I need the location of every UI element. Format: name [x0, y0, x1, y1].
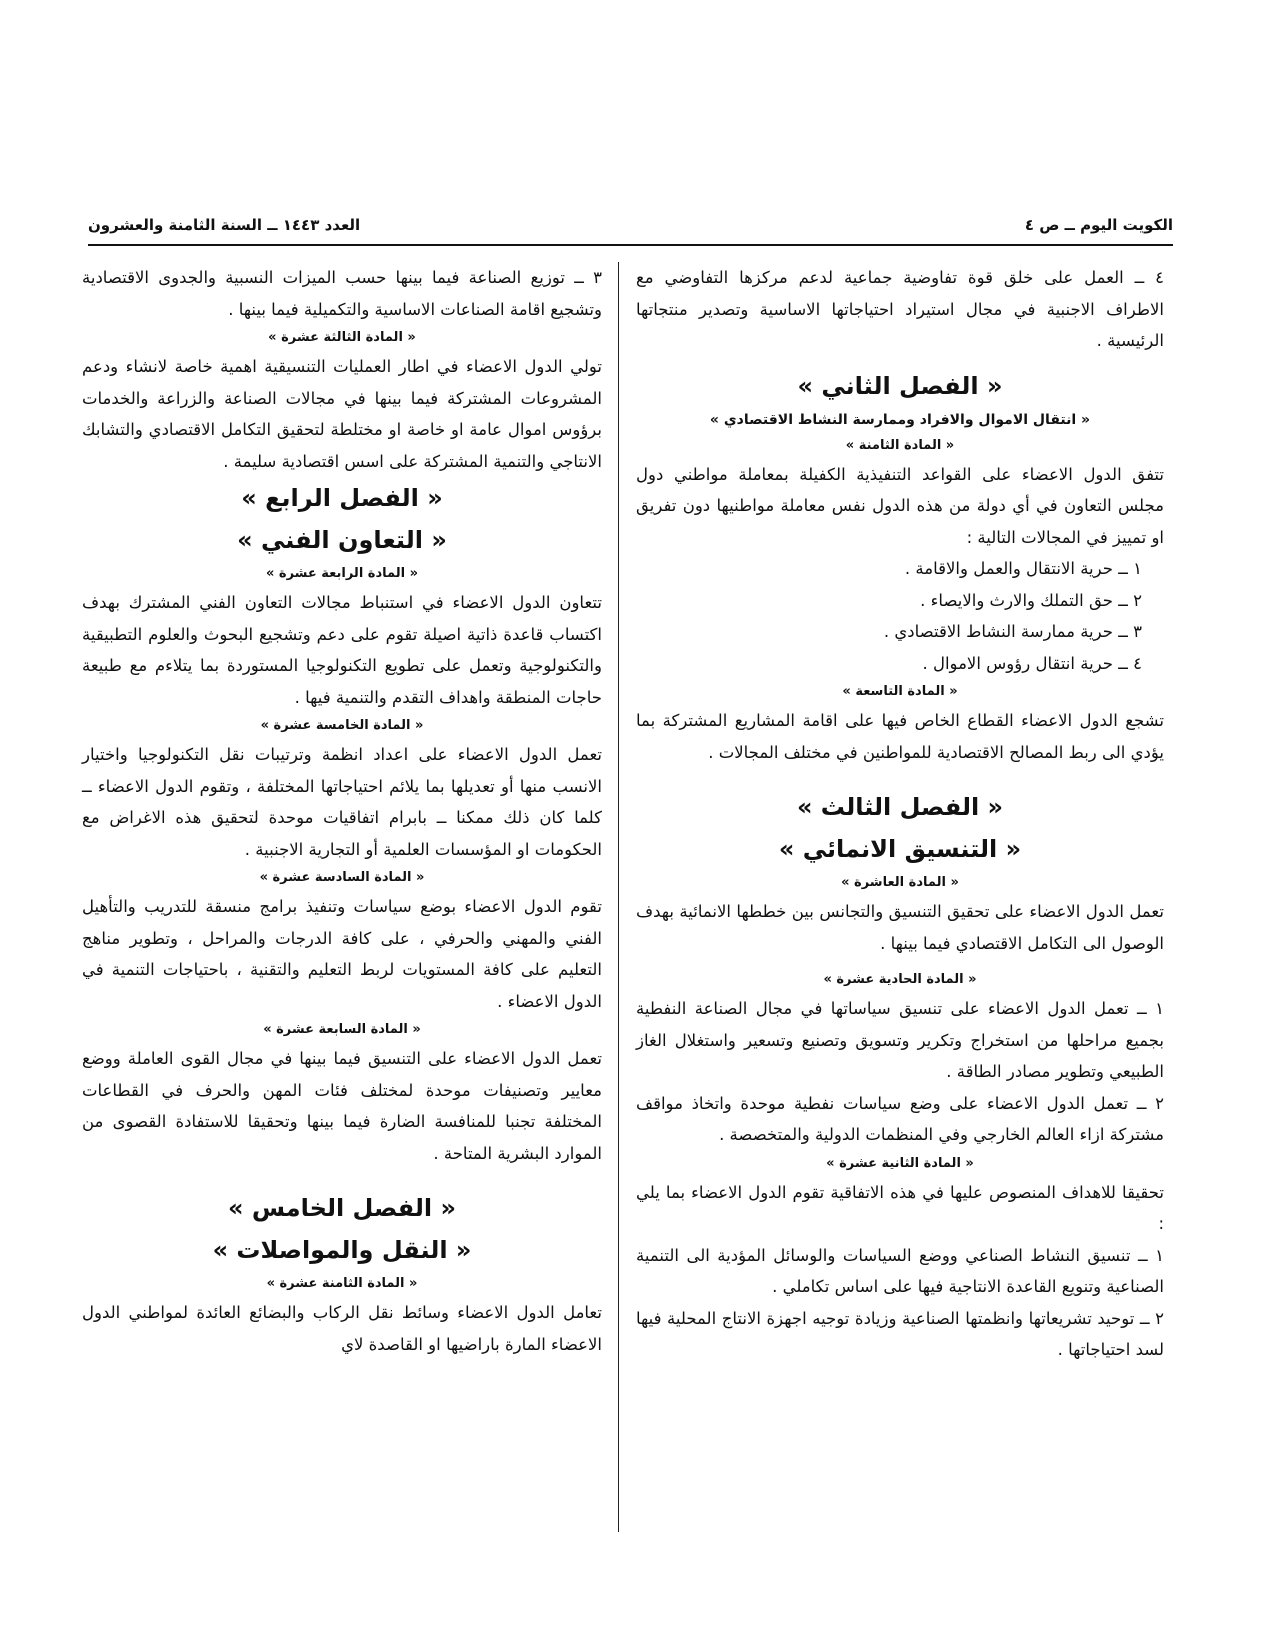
- list-item: ١ ــ حرية الانتقال والعمل والاقامة .: [904, 559, 1142, 578]
- chapter-subtitle: « التعاون الفني »: [237, 526, 447, 554]
- article-heading: « المادة التاسعة »: [842, 684, 958, 699]
- paragraph: تعمل الدول الاعضاء على تحقيق التنسيق والتجانس بين خططها الانمائية بهدف الوصول الى التكامل الاقتصادي فيما بينها .: [636, 902, 1164, 953]
- paragraph: تعمل الدول الاعضاء على التنسيق فيما بينها في مجال القوى العاملة ووضع معايير وتصنيفات موحدة لمختلف فئات المهن والحرف في القطاعات المختلفة تجنبا للمنافسة الضارة فيما بينها وتحقيقا للاستفادة القصوى من الموارد البشرية المتاحة .: [82, 1049, 602, 1163]
- left-column: [82, 262, 602, 1360]
- article-heading: « المادة السابعة عشرة »: [263, 1022, 421, 1037]
- article-heading: « المادة الثامنة »: [845, 437, 955, 453]
- paragraph: تقوم الدول الاعضاء بوضع سياسات وتنفيذ برامج منسقة للتدريب والتأهيل الفني والمهني والحرفي ، على كافة الدرجات والمراحل ، وتطوير مناهج التعليم على كافة المستويات لربط التعليم والتقنية ، باحتياجات التنمية في الدول الاعضاء .: [82, 897, 602, 1011]
- paragraph: ١ ــ تعمل الدول الاعضاء على تنسيق سياساتها في مجال الصناعة النفطية بجميع مراحلها من استخراج وتكرير وتسويق وتصنيع وتسعير واستغلال الغاز الطبيعي وتطوير مصادر الطاقة .: [636, 999, 1164, 1081]
- article-heading: « المادة الرابعة عشرة »: [265, 566, 419, 581]
- chapter-title: « الفصل الثالث »: [796, 793, 1004, 821]
- article-heading: « المادة الخامسة عشرة »: [260, 718, 424, 733]
- column-divider: [618, 262, 619, 1532]
- paragraph: تحقيقا للاهداف المنصوص عليها في هذه الاتفاقية تقوم الدول الاعضاء بما يلي :: [636, 1182, 1164, 1233]
- paragraph: ٣ ــ توزيع الصناعة فيما بينها حسب الميزات النسبية والجدوى الاقتصادية وتشجيع اقامة الصناعات الاساسية والتكميلية فيما بينها .: [82, 268, 602, 319]
- paragraph: ٢ ــ توحيد تشريعاتها وانظمتها الصناعية وزيادة توجيه اجهزة الانتاج المحلية فيها لسد احتياجاتها .: [636, 1308, 1164, 1359]
- page-header: [88, 214, 1173, 246]
- article-heading: « المادة السادسة عشرة »: [259, 870, 425, 885]
- chapter-title: « الفصل الرابع »: [241, 484, 443, 512]
- paragraph: ٤ ــ العمل على خلق قوة تفاوضية جماعية لدعم مركزها التفاوضي مع الاطراف الاجنبية في مجال استيراد احتياجاتها الاساسية وتصدير منتجاتها الرئيسية .: [636, 268, 1164, 350]
- list-item: ٢ ــ حق التملك والارث والايصاء .: [920, 590, 1142, 610]
- chapter-title: « الفصل الخامس »: [228, 1194, 456, 1222]
- header-publication: الكويت اليوم ــ ص ٤: [1024, 216, 1173, 234]
- paragraph: تعامل الدول الاعضاء وسائط نقل الركاب والبضائع العائدة لمواطني الدول الاعضاء المارة باراضيها او القاصدة لاي: [82, 1303, 602, 1354]
- article-heading: « المادة العاشرة »: [841, 875, 959, 890]
- header-issue: العدد ١٤٤٣ ــ السنة الثامنة والعشرون: [88, 216, 361, 234]
- paragraph: ١ ــ تنسيق النشاط الصناعي ووضع السياسات والوسائل المؤدية الى التنمية الصناعية وتنويع القاعدة الانتاجية فيها على اساس تكاملي .: [636, 1245, 1164, 1296]
- chapter-subtitle: « التنسيق الانمائي »: [778, 835, 1022, 863]
- right-column: [636, 262, 1164, 1366]
- paragraph: ٢ ــ تعمل الدول الاعضاء على وضع سياسات نفطية موحدة واتخاذ مواقف مشتركة ازاء العالم الخارجي وفي المنظمات الدولية والمتخصصة .: [636, 1093, 1164, 1144]
- paragraph: تشجع الدول الاعضاء القطاع الخاص فيها على اقامة المشاريع المشتركة بما يؤدي الى ربط المصالح الاقتصادية للمواطنين في مختلف المجالات .: [636, 711, 1164, 762]
- paragraph: تولي الدول الاعضاء في اطار العمليات التنسيقية اهمية خاصة لانشاء ودعم المشروعات المشتركة فيما بينها في مجالات الصناعة والزراعة والخدمات برؤوس اموال عامة او خاصة او مختلطة لتحقيق التكامل الاقتصادي والتشابك الانتاجي والتنمية المشتركة على اسس اقتصادية سليمة .: [82, 357, 602, 471]
- list-item: ٤ ــ حرية انتقال رؤوس الاموال .: [922, 653, 1142, 673]
- article-heading: « المادة الثانية عشرة »: [826, 1155, 974, 1171]
- chapter-title: « الفصل الثاني »: [797, 371, 1003, 400]
- list-item: ٣ ــ حرية ممارسة النشاط الاقتصادي .: [883, 622, 1142, 641]
- chapter-subtitle: « انتقال الاموال والافراد وممارسة النشاط الاقتصادي »: [709, 411, 1091, 428]
- paragraph: تتعاون الدول الاعضاء في استنباط مجالات التعاون الفني المشترك بهدف اكتساب قاعدة ذاتية اصيلة تقوم على دعم وتشجيع البحوث والعلوم التطبيقية والتكنولوجية وتعمل على تطويع التكنولوجيا المستوردة بما يتلاءم مع طبيعة حاجات المنطقة واهداف التقدم والتنمية فيها .: [82, 593, 602, 707]
- chapter-subtitle: « النقل والمواصلات »: [212, 1236, 472, 1264]
- article-heading: « المادة الحادية عشرة »: [823, 972, 977, 987]
- paragraph: تتفق الدول الاعضاء على القواعد التنفيذية الكفيلة بمعاملة مواطني دول مجلس التعاون في أي دولة من هذه الدول نفس معاملة مواطنيها دون تفريق او تمييز في المجالات التالية :: [636, 464, 1164, 547]
- article-heading: « المادة الثامنة عشرة »: [266, 1276, 418, 1291]
- paragraph: تعمل الدول الاعضاء على اعداد انظمة وترتيبات نقل التكنولوجيا واختيار الانسب منها أو تعديلها بما يلائم احتياجاتها المختلفة ، وتقوم الدول الاعضاء ــ كلما كان ذلك ممكنا ــ بابرام اتفاقيات موحدة لتحقيق هذه الاغراض مع الحكومات او المؤسسات العلمية أو التجارية الاجنبية .: [82, 745, 602, 859]
- article-heading: « المادة الثالثة عشرة »: [268, 330, 416, 345]
